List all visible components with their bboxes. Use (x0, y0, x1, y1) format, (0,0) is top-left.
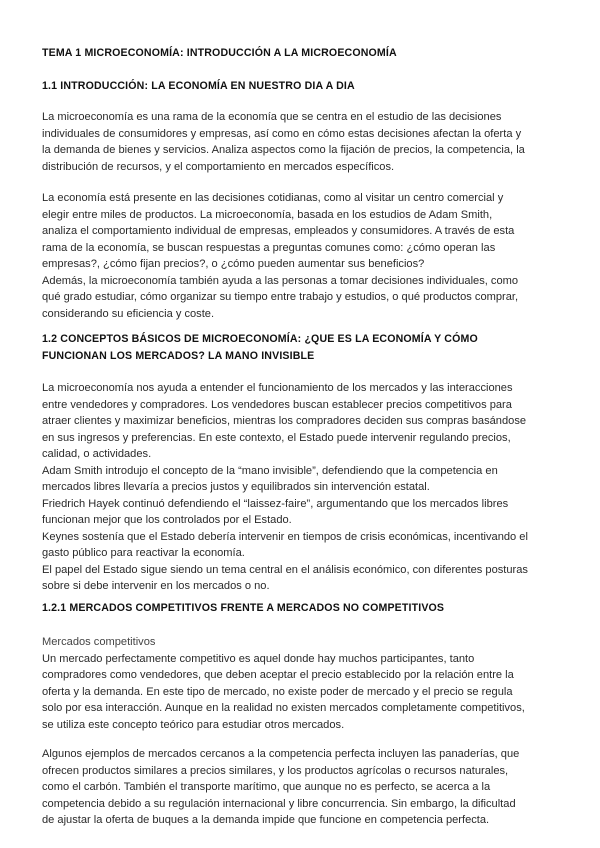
paragraph-mano-invisible (42, 380, 528, 595)
text-line: Un mercado perfectamente competitivo es aquel donde hay muchos participantes, tanto (42, 652, 475, 665)
paragraph-intro (42, 109, 525, 175)
text-line: mercados libres llevaría a precios justos y equilibrados sin intervención estatal. (42, 481, 430, 493)
heading-line: 1.2.1 MERCADOS COMPETITIVOS FRENTE A MERCADOS NO COMPETITIVOS (42, 602, 445, 614)
heading-line: TEMA 1 MICROECONOMÍA: INTRODUCCIÓN A LA MICROECONOMÍA (42, 47, 397, 59)
heading-line: 1.1 INTRODUCCIÓN: LA ECONOMÍA EN NUESTRO DIA A DIA (42, 80, 355, 92)
text-line: de ajustar la oferta de buques a la demanda impide que funcione en competencia perfecta. (42, 814, 490, 826)
text-line: atraer clientes y maximizar beneficios, mientras los compradores deciden sus compras basándose (42, 415, 527, 427)
text-line: El papel del Estado sigue siendo un tema central en el análisis económico, con diferentes posturas (42, 563, 528, 576)
text-line: en sus ingresos y preferencias. En este contexto, el Estado puede intervenir regulando precios, (42, 431, 511, 444)
paragraph-economia-cotidiana (42, 190, 518, 322)
text-line: ofrecen productos similares a precios similares, y los productos agrícolas o recursos naturales, (42, 764, 509, 777)
text-line: qué grado estudiar, cómo organizar su tiempo entre trabajo y estudios, o qué productos comprar, (42, 291, 519, 303)
text-line: competencia debido a su regulación internacional y libre concurrencia. Sin embargo, la dificultad (42, 797, 516, 810)
title-tema-1 (42, 45, 397, 62)
text-line: entre vendedores y compradores. Los vendedores buscan establecer precios competitivos para (42, 398, 512, 411)
text-line: Friedrich Hayek continuó defendiendo el “laissez-faire”, argumentando que los mercados libres (42, 497, 509, 510)
paragraph-mercados-competitivos (42, 634, 525, 733)
paragraph-ejemplos (42, 746, 519, 829)
text-line: la demanda de bienes y servicios. Analiza aspectos como la fijación de precios, la competencia, la (42, 144, 525, 156)
text-line: distribución de recursos, y el comportamiento en mercados específicos. (42, 160, 395, 173)
heading-line: 1.2 CONCEPTOS BÁSICOS DE MICROECONOMÍA: ¿QUE ES LA ECONOMÍA Y CÓMO (42, 333, 478, 345)
heading-line: FUNCIONAN LOS MERCADOS? LA MANO INVISIBLE (42, 349, 315, 362)
text-line: oferta y la demanda. En este tipo de mercado, no existe poder de mercado y el precio se regula (42, 685, 513, 698)
heading-1-2 (42, 331, 478, 364)
text-line: Adam Smith introdujo el concepto de la “mano invisible”, defendiendo que la competencia en (42, 464, 498, 477)
text-line: como el carbón. También el transporte marítimo, que aunque no es perfecto, se acerca a la (42, 781, 491, 793)
text-line: Keynes sostenía que el Estado debería intervenir en tiempos de crisis económicas, incentivando el (42, 530, 528, 543)
heading-1-2-1 (42, 600, 444, 617)
text-line: La microeconomía es una rama de la economía que se centra en el estudio de las decisiones (42, 111, 502, 123)
text-line: compradores como vendedores, que deben aceptar el precio establecido por la relación entre la (42, 669, 514, 681)
text-line: elegir entre miles de productos. La microeconomía, basada en los estudios de Adam Smith, (42, 208, 493, 221)
text-line: funcionan mejor que los controlados por el Estado. (42, 514, 292, 526)
heading-1-1 (42, 78, 355, 95)
text-line: La economía está presente en las decisiones cotidianas, como al visitar un centro comercial y (42, 192, 504, 204)
text-line: La microeconomía nos ayuda a entender el funcionamiento de los mercados y las interacciones (42, 382, 513, 394)
text-line: Mercados competitivos (42, 636, 156, 648)
text-line: calidad, o actividades. (42, 448, 152, 460)
text-line: se utiliza este concepto teórico para estudiar otros mercados. (42, 718, 345, 731)
text-line: gasto público para reactivar la economía. (42, 547, 245, 559)
text-line: rama de la economía, se buscan respuestas a preguntas comunes como: ¿cómo operan las (42, 241, 496, 254)
text-line: empresas?, ¿cómo fijan precios?, o ¿cómo pueden aumentar sus beneficios? (42, 258, 425, 270)
text-line: considerando su eficiencia y coste. (42, 307, 215, 320)
text-line: sobre si debe intervenir en los mercados o no. (42, 580, 270, 592)
text-line: Algunos ejemplos de mercados cercanos a la competencia perfecta incluyen las panaderías, que (42, 748, 520, 760)
text-line: Además, la microeconomía también ayuda a las personas a tomar decisiones individuales, como (42, 274, 519, 287)
text-line: individuales de consumidores y empresas, así como en cómo estas decisiones afectan la oferta y (42, 127, 522, 140)
text-line: analiza el comportamiento individual de empresas, empleados y consumidores. A través de esta (42, 225, 515, 237)
text-line: solo por esa interacción. Aunque en la realidad no existen mercados completamente competitivos, (42, 702, 525, 714)
